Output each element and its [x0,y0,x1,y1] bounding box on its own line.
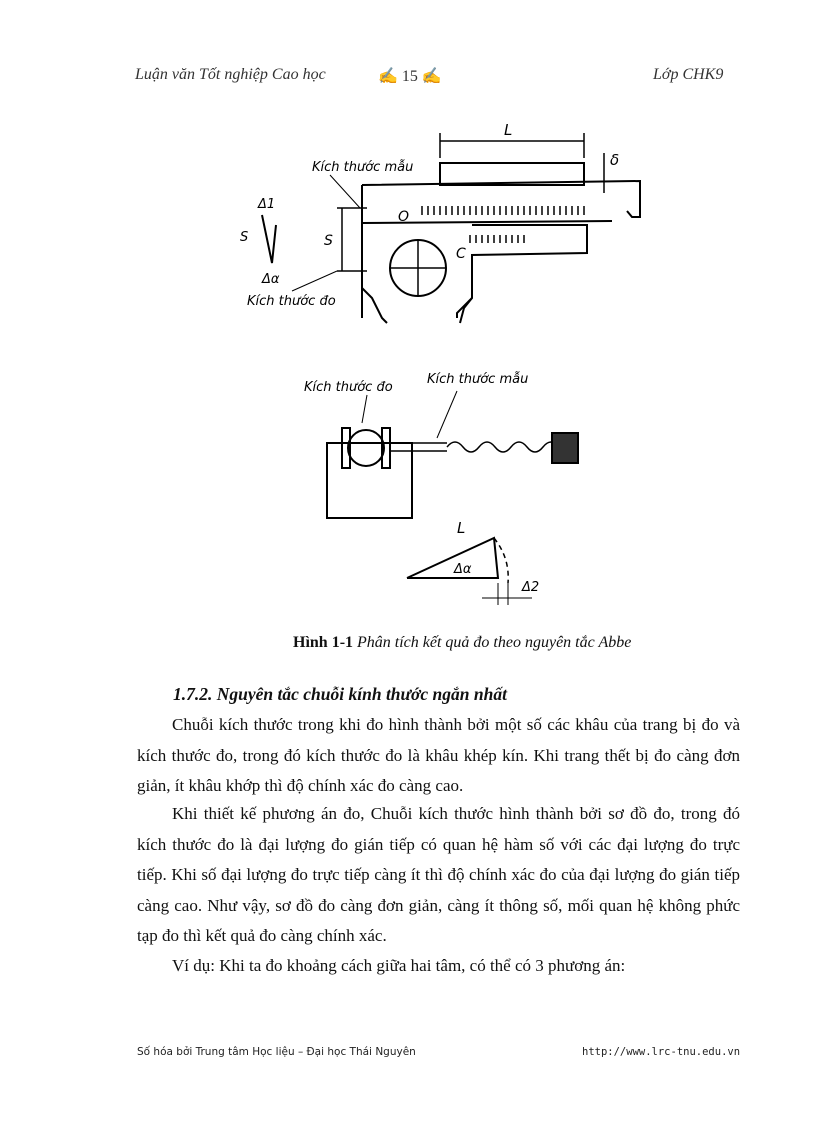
label-delta2: Δ2 [522,580,540,595]
paragraph [137,951,740,982]
screw-thread [447,442,559,452]
label-S-left: S [240,230,249,245]
workpiece-circle [348,430,384,466]
label-dalpha-tri: Δα [454,562,472,577]
main-scale [422,206,584,215]
header-title: Luận văn Tốt nghiệp Cao học [135,66,326,83]
abbe-diagram [232,113,678,633]
label-kt-do-mid: Kích thước đo [304,380,393,395]
caliper-jaw [460,298,472,323]
caption-text: Phân tích kết quả đo theo nguyên tắc Abbe [357,634,632,651]
thimble [552,433,578,463]
label-kt-do-top: Kích thước đo [247,294,336,309]
label-delta: δ [610,151,620,169]
small-triangle [262,215,276,263]
section-heading: 1.7.2. Nguyên tắc chuỗi kính thước ngắn nhất [173,684,507,704]
paragraph [137,710,740,802]
footer-url: http://www.lrc-tnu.edu.vn [582,1046,741,1058]
abbe-figure [232,113,678,673]
label-L: L [504,121,513,139]
micrometer-frame [327,443,412,518]
label-L-tri: L [457,519,466,537]
label-kt-mau: Kích thước mẫu [312,160,414,175]
paragraph-text: Ví dụ: Khi ta đo khoảng cách giữa hai tâm, có thể có 3 phương án: [172,956,626,975]
header-class: Lớp CHK9 [653,66,724,83]
error-triangle [407,538,498,578]
label-delta1: Δ1 [258,197,276,212]
caliper-jaw [362,288,387,323]
figure-caption [293,634,631,652]
label-C: C [456,246,466,262]
page-number: ✍ 15 ✍ [378,68,442,85]
paragraph [137,799,740,952]
paragraph-text: Khi thiết kế phương án đo, Chuỗi kích thước hình thành bởi sơ đồ đo, trong đó kích thước đo là đại lượng đo gián tiếp có quan hệ hàm số với các đại lượng đo trực tiếp. Khi số đại lượng đo trực tiếp càng ít thì độ chính xác đo của đại lượng đo gián tiếp càng cao. Như vậy, sơ đồ đo càng đơn giản, càng ít thông số, mối quan hệ không phức tạp đo thì kết quả đo càng chính xác. [137,804,740,945]
label-S-mid: S [324,233,333,249]
caption-number: Hình 1-1 [293,634,354,651]
paragraph-text: Chuỗi kích thước trong khi đo hình thành bởi một số các khâu của trang bị đo và kích thước đo, trong đó kích thước đo là khâu khép kín. Khi trang thết bị đo càng đơn giản, ít khâu khớp thì độ chính xác đo càng cao. [137,715,740,795]
vernier-scale [470,235,524,243]
label-dalpha-left: Δα [262,272,280,287]
label-kt-mau-mid: Kích thước mẫu [427,372,529,387]
footer-source: Số hóa bởi Trung tâm Học liệu – Đại học Thái Nguyên [137,1046,416,1058]
label-O: O [398,209,410,225]
